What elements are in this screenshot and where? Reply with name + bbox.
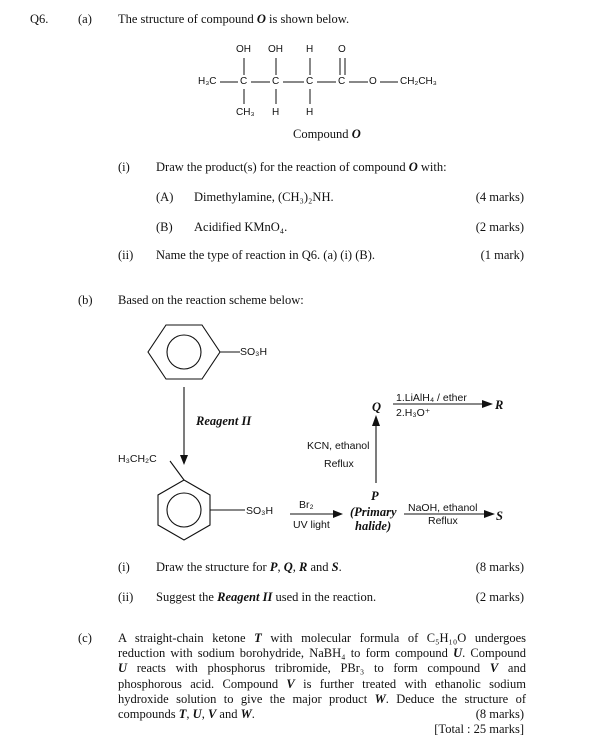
compound-o-bottom-h-2: H (306, 107, 314, 118)
benzene-ring-bottom (158, 480, 210, 540)
part-b-label: (b) (78, 293, 93, 307)
reflux-1-label: Reflux (324, 458, 354, 470)
benzene-ring-bottom-circle (167, 493, 201, 527)
benzene-ring-top-circle (167, 335, 201, 369)
question-number: Q6. (30, 12, 49, 26)
compound-o-c2: C (272, 76, 280, 87)
compound-o-h3c: H₃C (198, 76, 217, 87)
part-a-i-B-text: Acidified KMnO₄. (194, 220, 288, 234)
part-b-i-marks: (8 marks) (475, 560, 524, 574)
compound-o-caption: Compound O (293, 127, 361, 141)
reagent-ii-label: Reagent II (196, 414, 252, 428)
part-c-paragraph (118, 631, 526, 722)
total-marks: [Total : 25 marks] (434, 722, 524, 736)
part-b-ii-marks: (2 marks) (475, 590, 524, 604)
part-a-ii-text: Name the type of reaction in Q6. (a) (i) (B). (156, 248, 376, 262)
lialh4-label: 1.LiAlH₄ / ether (396, 392, 467, 404)
naoh-ethanol-label: NaOH, ethanol (408, 502, 478, 514)
part-a-i-label: (i) (118, 160, 130, 174)
part-a-ii-marks: (1 mark) (480, 248, 524, 262)
compound-r-label: R (495, 398, 504, 412)
compound-o-c3: C (306, 76, 314, 87)
compound-o-ester-o: O (369, 76, 377, 87)
part-c-label: (c) (78, 631, 92, 645)
part-b-ii-label: (ii) (118, 590, 134, 604)
compound-o-top-h: H (306, 44, 314, 55)
primary-label: (Primary (350, 505, 397, 519)
part-c-line: A straight-chain ketone T with molecular formula of C₅H₁₀O undergoes (118, 631, 526, 645)
compound-o-ch2ch3: CH₂CH₃ (400, 76, 437, 87)
kcn-ethanol-label: KCN, ethanol (307, 440, 370, 452)
part-c-marks: (8 marks) (475, 707, 524, 721)
part-a-label: (a) (78, 12, 92, 26)
part-a-i-A-label: (A) (156, 190, 174, 204)
part-b-ii-text: Suggest the Reagent II used in the reaction. (156, 590, 377, 604)
h3o-label: 2.H₃O⁺ (396, 407, 431, 419)
part-a-i-B-marks: (2 marks) (475, 220, 524, 234)
part-a-intro: The structure of compound O is shown below. (118, 12, 350, 26)
compound-p-label: P (371, 489, 379, 503)
benzene-ring-top (148, 325, 220, 379)
part-a-i-A-marks: (4 marks) (475, 190, 524, 204)
part-b-intro: Based on the reaction scheme below: (118, 293, 304, 307)
part-a-i-B-label: (B) (156, 220, 173, 234)
part-c-line: U reacts with phosphorus tribromide, PBr₃ to form compound V and (118, 661, 526, 676)
compound-o-carbonyl-o: O (338, 44, 346, 55)
compound-o-c1: C (240, 76, 248, 87)
compound-o-bottom-h-1: H (272, 107, 280, 118)
part-c-line: compounds T, U, V and W. (118, 707, 255, 722)
part-c-line: hydroxide solution to give the major product W. Deduce the structure of (118, 691, 526, 706)
br2-label: Br₂ (299, 499, 314, 511)
compound-o-c4: C (338, 76, 346, 87)
compound-o-oh-1: OH (236, 44, 251, 55)
halide-label: halide) (355, 519, 392, 533)
compound-o-oh-2: OH (268, 44, 283, 55)
uv-light-label: UV light (293, 519, 330, 531)
compound-q-label: Q (372, 400, 382, 414)
so3h-bottom-label: SO₃H (246, 505, 274, 517)
part-c-line: reduction with sodium borohydride, NaBH₄ to form compound U. Compound (118, 646, 526, 661)
part-b-i-text: Draw the structure for P, Q, R and S. (156, 560, 342, 574)
part-a-i-text: Draw the product(s) for the reaction of compound O with: (156, 160, 447, 174)
so3h-top-label: SO₃H (240, 346, 268, 358)
compound-s-label: S (496, 509, 503, 523)
part-a-ii-label: (ii) (118, 248, 134, 262)
part-c-line: phosphorous acid. Compound V is further treated with ethanolic sodium (118, 676, 526, 691)
h3ch2c-label: H₃CH₂C (118, 453, 157, 465)
reflux-2-label: Reflux (428, 515, 458, 527)
part-a-i-A-text: Dimethylamine, (CH₃)₂NH. (194, 190, 334, 204)
part-b-i-label: (i) (118, 560, 130, 574)
compound-o-ch3: CH₃ (236, 107, 255, 118)
